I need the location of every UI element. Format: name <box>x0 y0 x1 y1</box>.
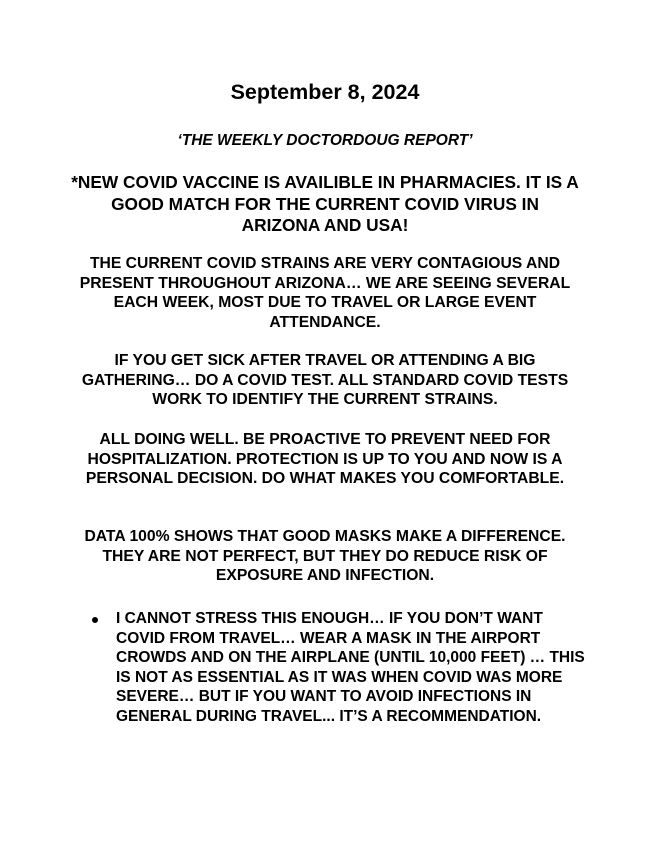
paragraph-covid-test: IF YOU GET SICK AFTER TRAVEL OR ATTENDING A BIG GATHERING… DO A COVID TEST. ALL STANDARD COVID TESTS WORK TO IDENTIFY THE CURRENT STRAINS. <box>81 352 569 409</box>
bullet-text-travel-mask: I CANNOT STRESS THIS ENOUGH… IF YOU DON’T WANT COVID FROM TRAVEL… WEAR A MASK IN THE AIRPORT CROWDS AND ON THE AIRPLANE (UNTIL 10,000 FEET) … THIS IS NOT AS ESSENTIAL AS IT WAS WHEN COVID WAS MORE SEVERE… BUT IF YOU WANT TO AVOID INFECTIONS IN GENERAL DURING TRAVEL... IT’S A RECOMMENDATION. <box>116 610 585 725</box>
report-title: ‘THE WEEKLY DOCTORDOUG REPORT’ <box>177 132 473 149</box>
paragraph-all-doing-well: ALL DOING WELL. BE PROACTIVE TO PREVENT NEED FOR HOSPITALIZATION. PROTECTION IS UP TO YOU AND NOW IS A PERSONAL DECISION. DO WHAT MAKES YOU COMFORTABLE. <box>85 431 565 488</box>
paragraph-masks-data: DATA 100% SHOWS THAT GOOD MASKS MAKE A DIFFERENCE. THEY ARE NOT PERFECT, BUT THEY DO REDUCE RISK OF EXPOSURE AND INFECTION. <box>84 528 566 585</box>
report-date: September 8, 2024 <box>230 80 420 104</box>
vaccine-headline: *NEW COVID VACCINE IS AVAILIBLE IN PHARMACIES. IT IS A GOOD MATCH FOR THE CURRENT COVID VIRUS IN ARIZONA AND USA! <box>71 172 579 235</box>
bullet-dot-icon <box>92 617 98 623</box>
paragraph-contagious-strains: THE CURRENT COVID STRAINS ARE VERY CONTAGIOUS AND PRESENT THROUGHOUT ARIZONA… WE ARE SEEING SEVERAL EACH WEEK, MOST DUE TO TRAVEL OR LARGE EVENT ATTENDANCE. <box>79 255 571 331</box>
